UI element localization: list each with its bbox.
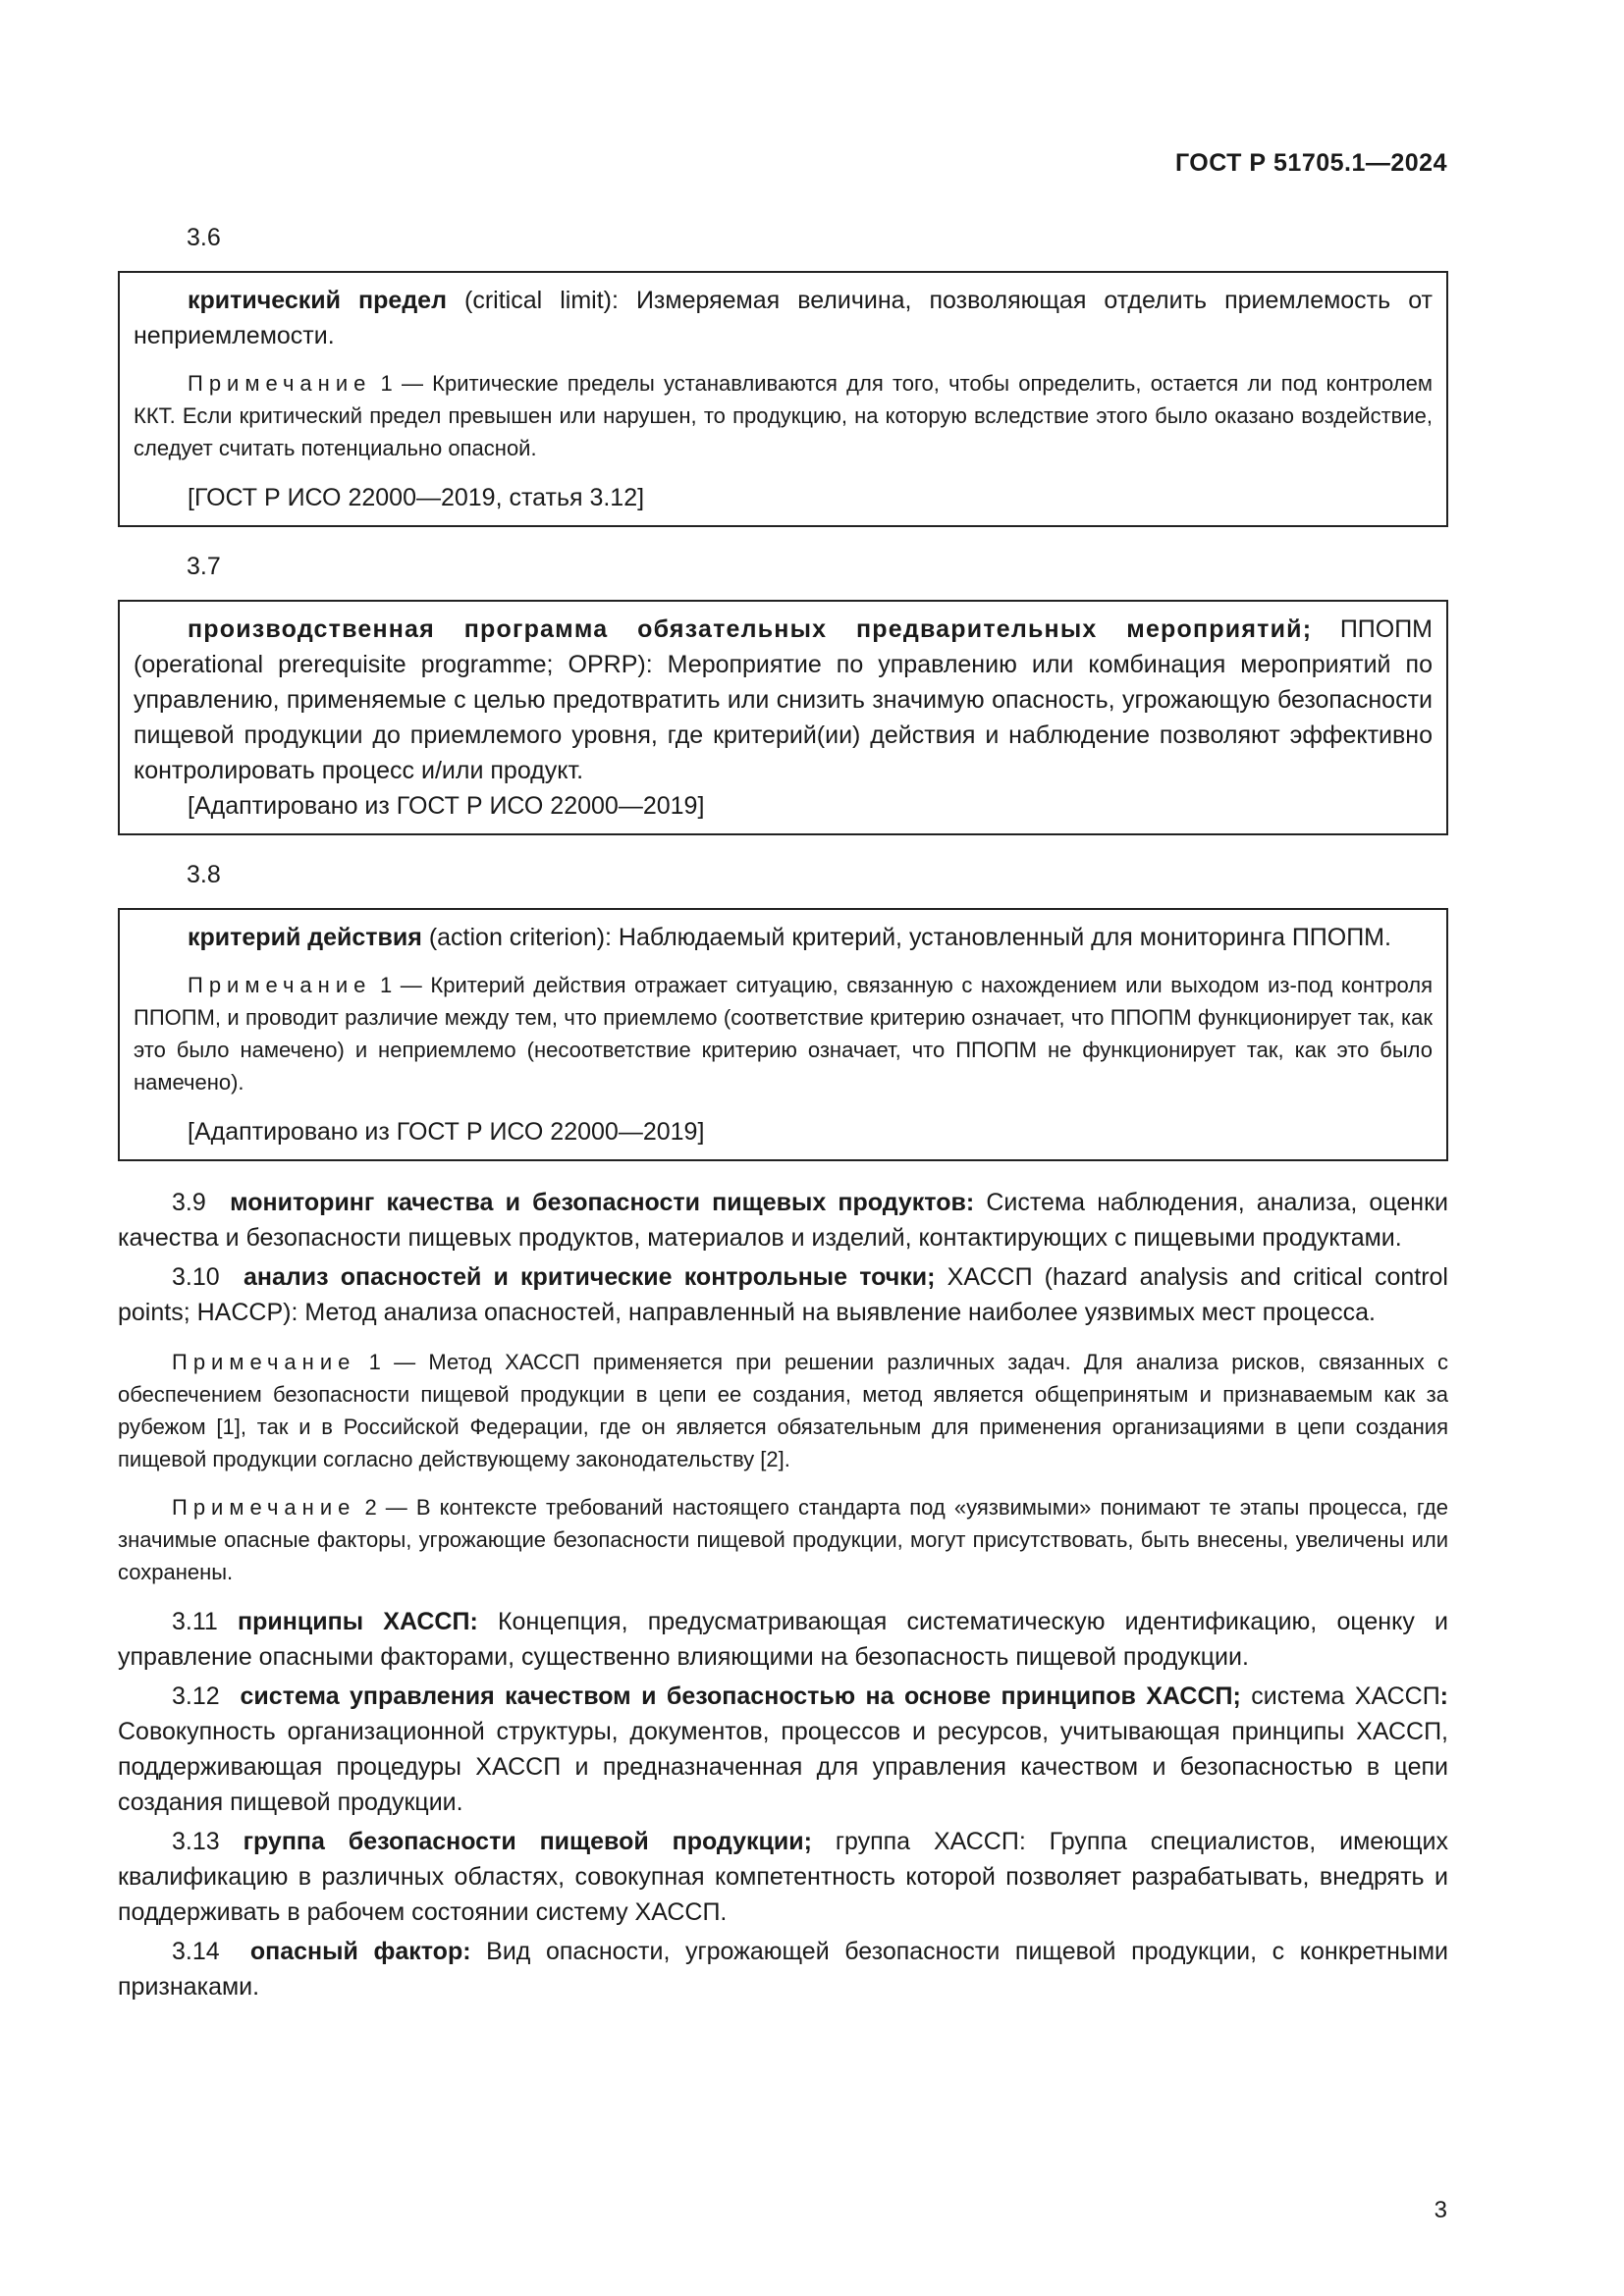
term-3-11: принципы ХАССП: — [238, 1608, 478, 1635]
note-label: Примечание — [172, 1495, 356, 1520]
definition-box-3-7 — [118, 600, 1448, 835]
reference-3-6: [ГОСТ Р ИСО 22000—2019, статья 3.12] — [188, 484, 645, 511]
term-3-7: производственная программа обязательных предварительных мероприятий; — [188, 615, 1313, 643]
note-3-6: Примечание 1 — Критические пределы устанавливаются для того, чтобы определить, остается ли под контролем ККТ. Если критический предел превышен или нарушен, то продукцию, на которую вследствие этого было оказано воздействие, следует считать потенциально опасной. — [134, 371, 1433, 460]
term-3-6: критический предел — [188, 287, 447, 314]
definition-3-13: 3.13 группа безопасности пищевой продукции; группа ХАССП: Группа специалистов, имеющих квалификацию в различных областях, совокупная компетентность которой позволяет разрабатывать, внедрять и поддерживать в рабочем состоянии систему ХАССП. — [118, 1828, 1448, 1926]
note-1-3-10: Примечание 1 — Метод ХАССП применяется при решении различных задач. Для анализа рисков, связанных с обеспечением безопасности пищевой продукции в цепи ее создания, метод является общепринятым и признаваемым как за рубежом [1], так и в Российской Федерации, где он является обязательным для применения организациями в цепи создания пищевой продукции согласно действующему законодательству [2]. — [118, 1350, 1448, 1471]
definition-box-3-8 — [118, 908, 1448, 1161]
section-number-3-8: 3.8 — [187, 861, 221, 888]
note-label: Примечание — [188, 973, 372, 997]
definition-3-10: 3.10 анализ опасностей и критические контрольные точки; ХАССП (hazard analysis and critical control points; HACCP): Метод анализа опасностей, направленный на выявление наиболее уязвимых мест процесса. — [118, 1263, 1448, 1326]
definition-3-12: 3.12 система управления качеством и безопасностью на основе принципов ХАССП; система ХАССП: Совокупность организационной структуры, документов, процессов и ресурсов, учитывающая принципы ХАССП, поддерживающая процедуры ХАССП и предназначенная для управления качеством и безопасностью в цепи создания пищевой продукции. — [118, 1682, 1448, 1816]
term-3-8: критерий действия — [188, 924, 422, 951]
section-number-3-7: 3.7 — [187, 553, 221, 580]
term-3-14: опасный фактор: — [249, 1938, 471, 1965]
reference-3-7: [Адаптировано из ГОСТ Р ИСО 22000—2019] — [188, 792, 705, 820]
term-3-13: группа безопасности пищевой продукции; — [243, 1828, 812, 1855]
term-3-12: система управления качеством и безопасностью на основе принципов ХАССП; — [240, 1682, 1241, 1710]
definition-3-6: критический предел (critical limit): Измеряемая величина, позволяющая отделить приемлемость от неприемлемости. — [134, 287, 1434, 349]
definition-3-8: критерий действия (action criterion): Наблюдаемый критерий, установленный для мониторинга ППОПМ. — [188, 924, 1391, 951]
definition-3-14: 3.14 опасный фактор: Вид опасности, угрожающей безопасности пищевой продукции, с конкретными признаками. — [118, 1938, 1448, 2001]
section-number-3-6: 3.6 — [187, 224, 221, 251]
note-3-8: Примечание 1 — Критерий действия отражает ситуацию, связанную с нахождением или выходом из-под контроля ППОПМ, и проводит различие между тем, что приемлемо (соответствие критерию означает, что ППОПМ функционирует так, как это было намечено) и неприемлемо (несоответствие критерию означает, что ППОПМ не функционирует так, как это было намечено). — [134, 973, 1433, 1095]
definition-3-9: 3.9 мониторинг качества и безопасности пищевых продуктов: Система наблюдения, анализа, оценки качества и безопасности пищевых продуктов, материалов и изделий, контактирующих с пищевыми продуктами. — [118, 1189, 1448, 1252]
note-label: Примечание — [188, 371, 372, 396]
page-number: 3 — [1434, 2197, 1447, 2223]
definition-3-11: 3.11 принципы ХАССП: Концепция, предусматривающая систематическую идентификацию, оценку и управление опасными факторами, существенно влияющими на безопасность пищевой продукции. — [118, 1608, 1448, 1671]
note-label: Примечание — [172, 1350, 356, 1374]
term-3-9: мониторинг качества и безопасности пищевых продуктов: — [230, 1189, 975, 1216]
reference-3-8: [Адаптировано из ГОСТ Р ИСО 22000—2019] — [188, 1118, 705, 1146]
term-3-10: анализ опасностей и критические контрольные точки; — [243, 1263, 936, 1291]
note-2-3-10: Примечание 2 — В контексте требований настоящего стандарта под «уязвимыми» понимают те этапы процесса, где значимые опасные факторы, угрожающие безопасности пищевой продукции, могут присутствовать, быть внесены, увеличены или сохранены. — [118, 1495, 1448, 1584]
document-body — [118, 222, 1448, 2008]
definition-3-7: производственная программа обязательных предварительных мероприятий; ППОПМ (operational prerequisite programme; OPRP): Мероприятие по управлению или комбинация мероприятий по управлению, применяемые с целью предотвратить или снизить значимую опасность, угрожающую безопасности пищевой продукции до приемлемого уровня, где критерий(ии) действия и наблюдение позволяют эффективно контролировать процесс и/или продукт. — [134, 615, 1434, 784]
definition-box-3-6 — [118, 271, 1448, 527]
document-id-header: ГОСТ Р 51705.1—2024 — [1174, 149, 1447, 177]
